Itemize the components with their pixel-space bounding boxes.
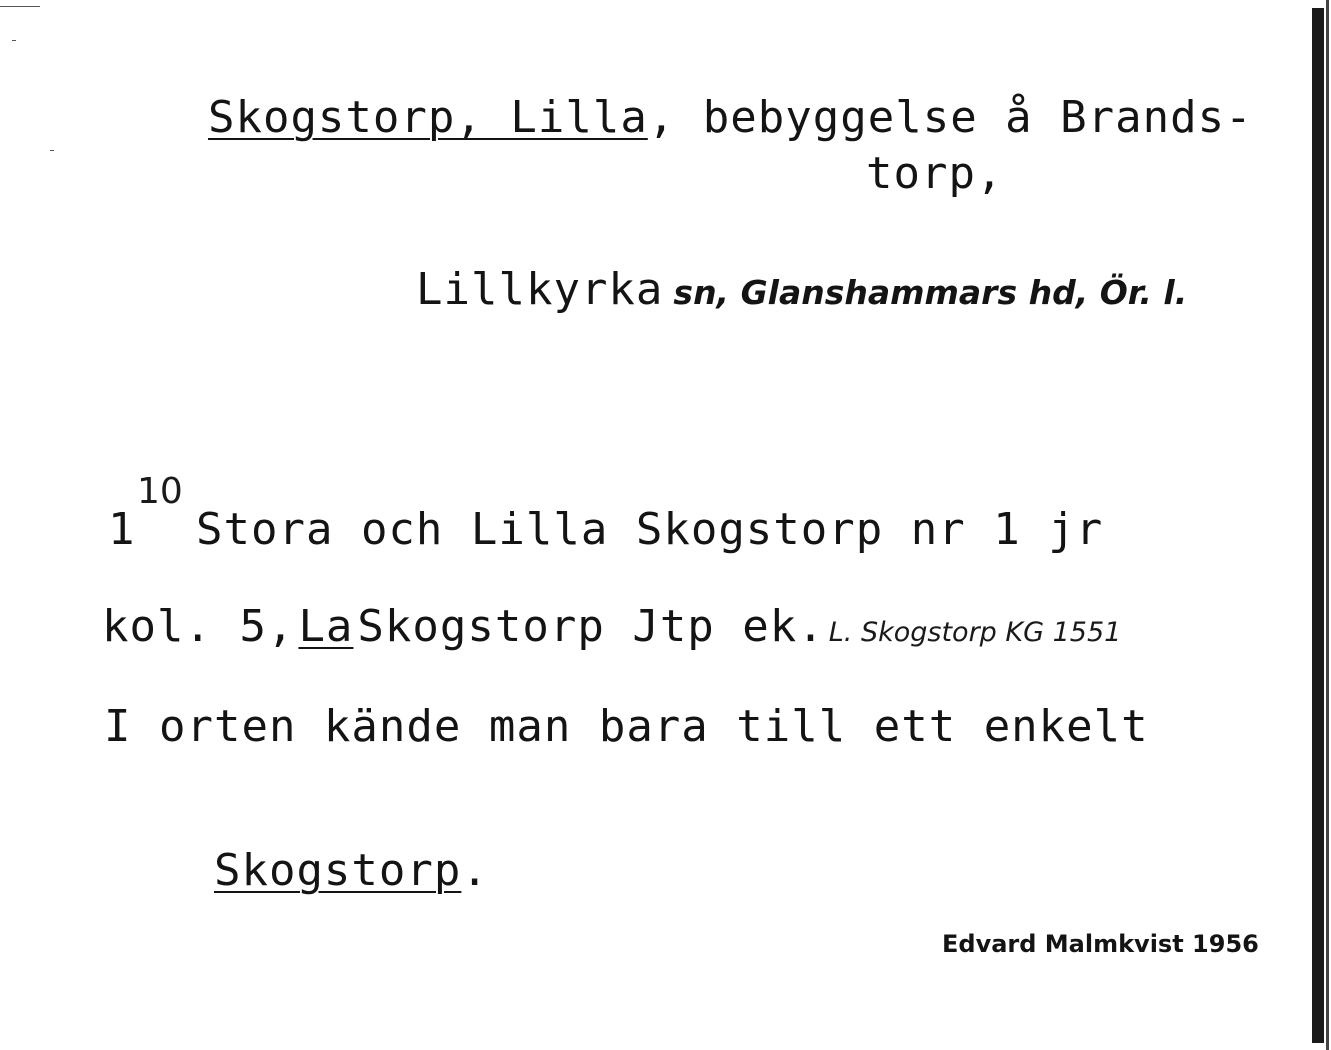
heading-line-1 [98, 52, 1253, 184]
place-name: Skogstorp, Lilla [207, 92, 648, 143]
footnote-number: 10 [137, 471, 183, 512]
scan-speck [0, 6, 40, 7]
body-line-1: Stora och Lilla Skogstorp nr 1 jr [196, 504, 1104, 555]
body-line-2-rest: Skogstorp Jtp ek. [357, 601, 825, 652]
heading-rest: , bebyggelse å Brands- [647, 92, 1253, 143]
heading-line-3 [416, 264, 1188, 315]
handwritten-note: L. Skogstorp KG 1551 [828, 617, 1122, 648]
heading-line-2: torp, [866, 148, 1004, 199]
scan-speck [50, 150, 54, 151]
body-line-1-num: 1 [108, 504, 136, 555]
body-line-4 [104, 805, 489, 937]
body-line-3: I orten kände man bara till ett enkelt [104, 701, 1149, 752]
signature-stamp: Edvard Malmkvist 1956 [942, 930, 1259, 958]
body-line-4-end: . [461, 845, 489, 896]
district-stamp: sn, Glanshammars hd, Ör. l. [673, 273, 1188, 312]
body-line-2-la: La [298, 601, 354, 652]
body-line-2 [102, 601, 1122, 652]
parish-name: Lillkyrka [416, 264, 664, 315]
body-line-2-text: kol. 5, [102, 601, 295, 652]
scan-edge-outer [1326, 0, 1329, 1050]
scan-edge [1312, 8, 1324, 1043]
scan-speck [12, 40, 16, 41]
body-line-4-word: Skogstorp [213, 845, 462, 896]
